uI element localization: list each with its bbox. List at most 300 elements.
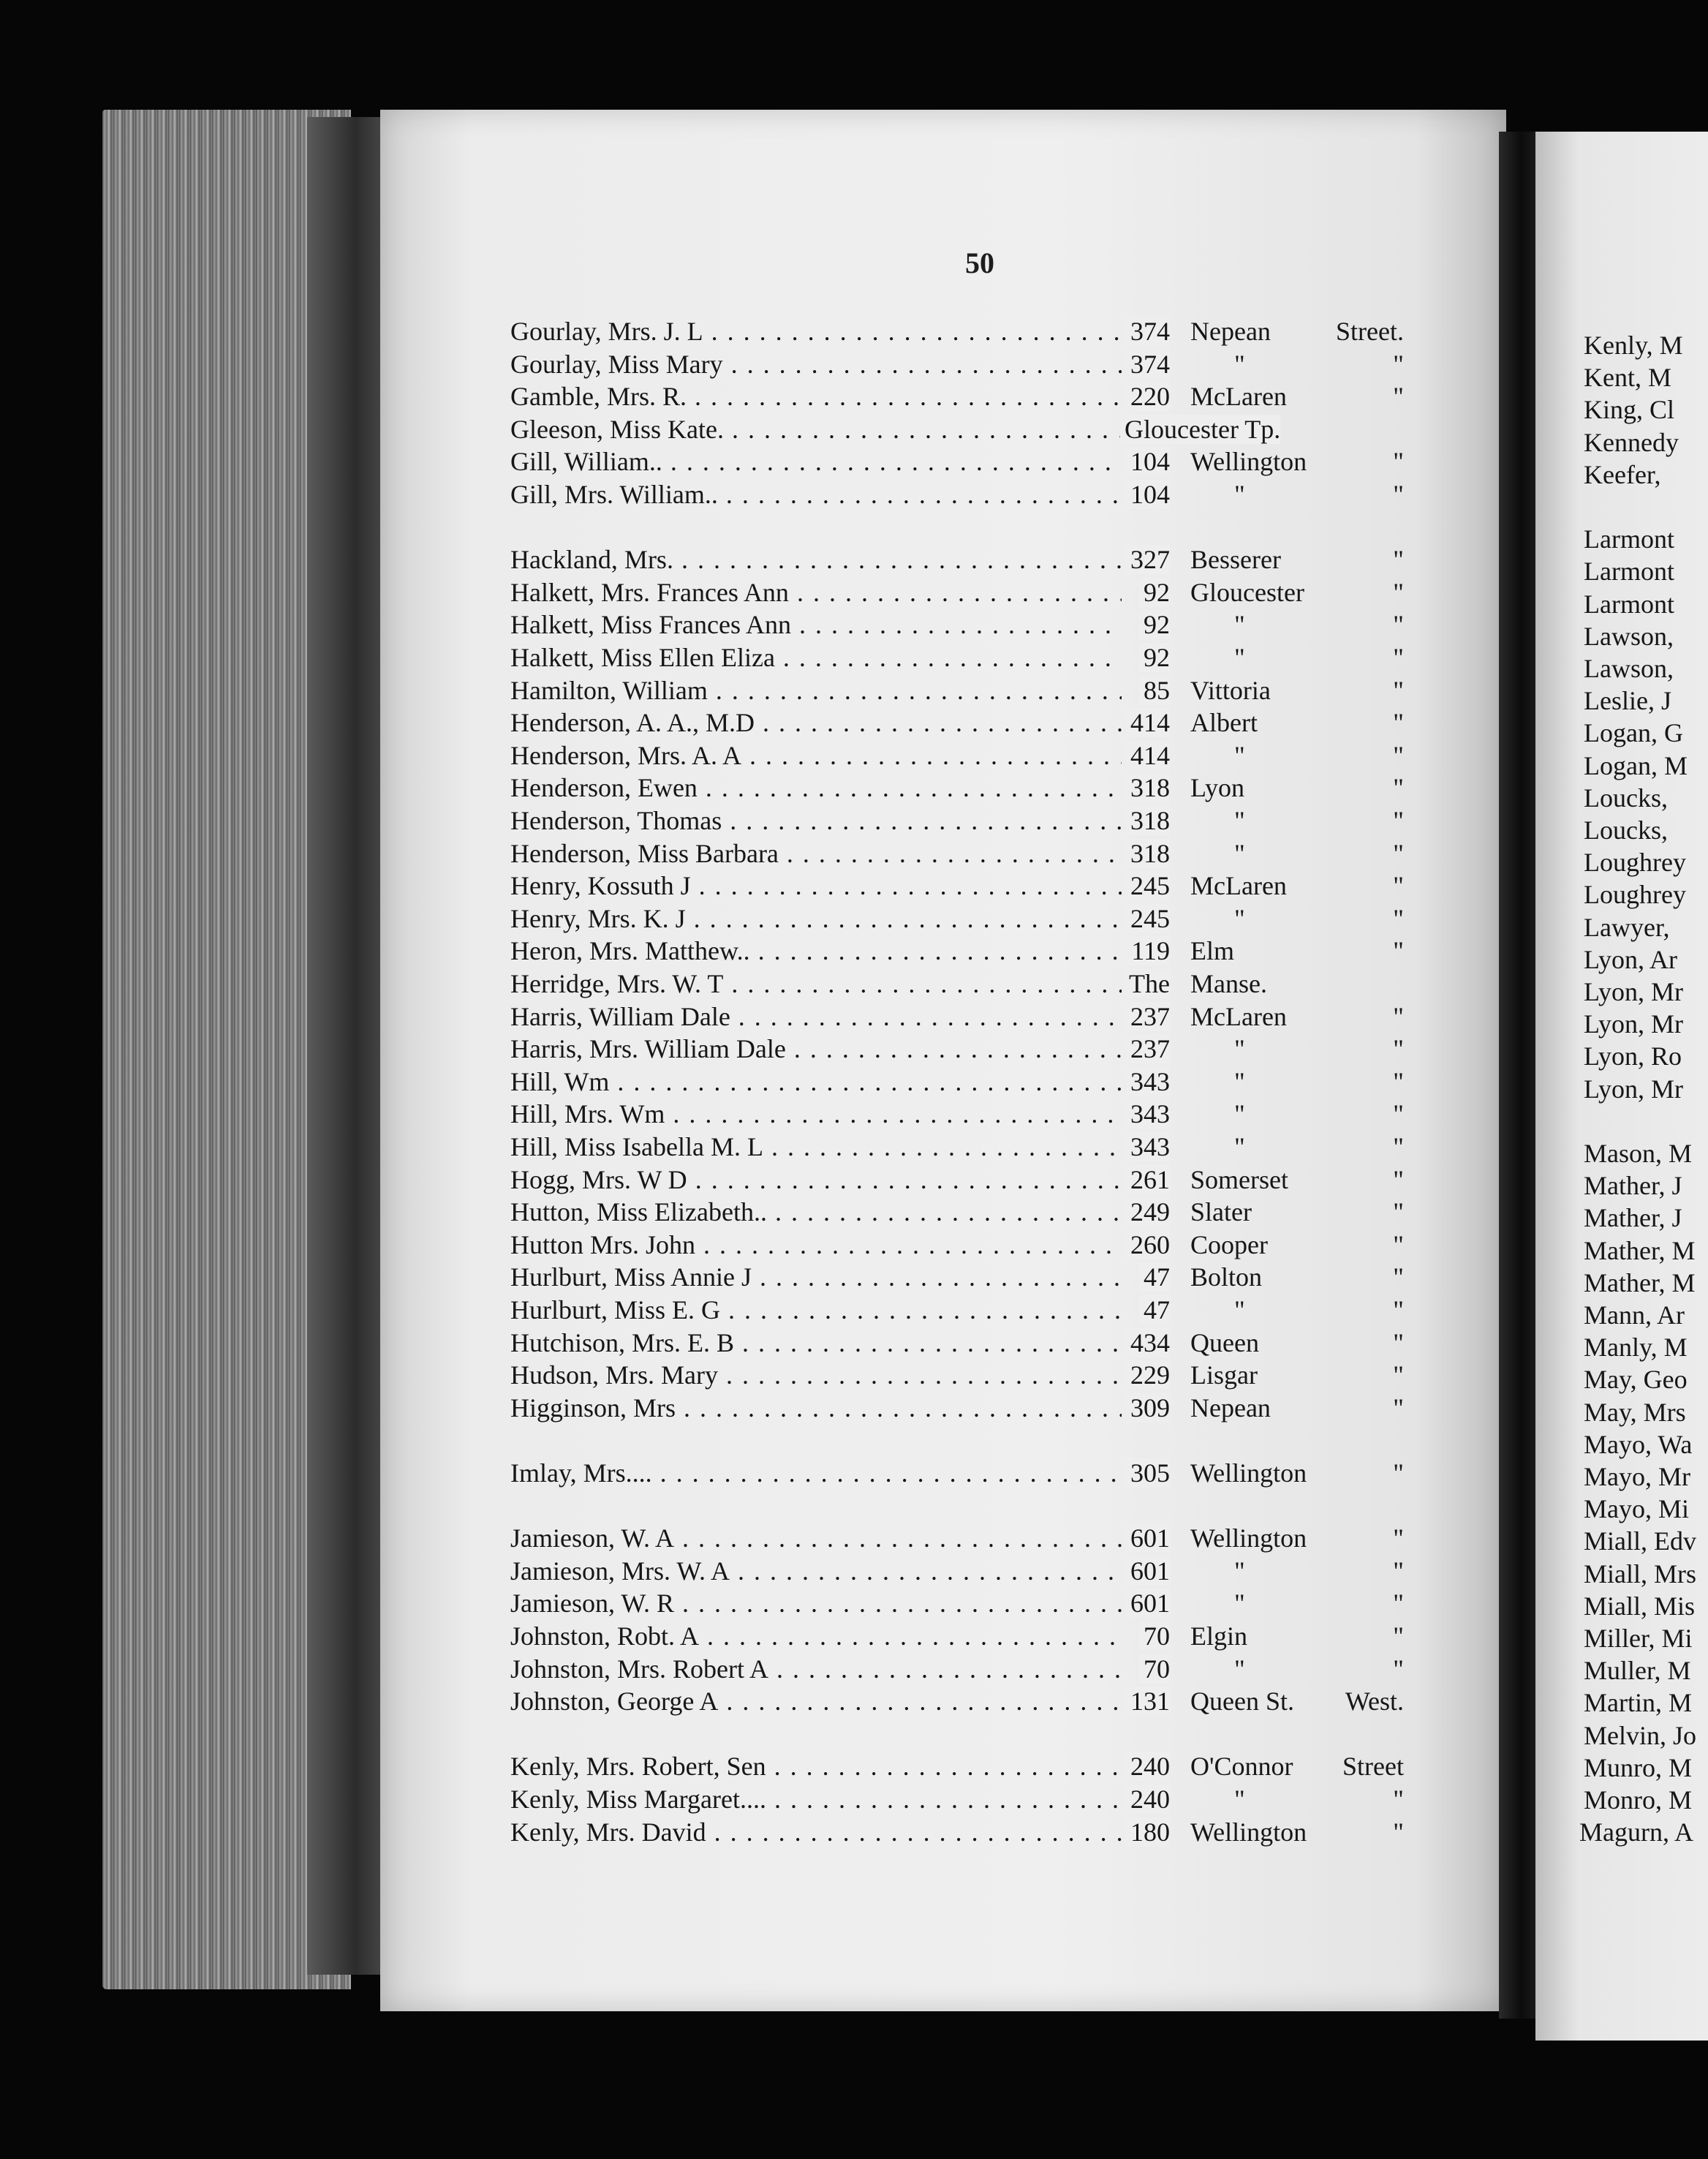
entry-number [1119, 706, 1170, 739]
entry-name: Hurlburt, Miss Annie J . . . [510, 1260, 1122, 1294]
right-page-entry: Larmont [1584, 557, 1674, 586]
entry-number [1119, 1163, 1170, 1197]
entry-name: Halkett, Miss Frances Ann . . . [510, 608, 1122, 641]
entry-number-text: 70 [1139, 1621, 1170, 1651]
entry-name: Jamieson, W. R . . . [510, 1586, 1122, 1620]
right-page-entry: Miall, Mis [1584, 1591, 1696, 1621]
entry-number [1119, 608, 1170, 641]
entry-street-suffix: " [1393, 1197, 1404, 1227]
entry-number [1119, 1293, 1170, 1327]
entry-street: " [1234, 741, 1245, 770]
directory-entry [0, 1391, 1404, 1425]
entry-number [1119, 934, 1170, 968]
directory-entry [0, 869, 1404, 903]
right-page-entry: Mayo, Wa [1584, 1430, 1693, 1459]
entry-street-suffix: " [1393, 1621, 1404, 1651]
right-page-entry: Lyon, Mr [1584, 1009, 1684, 1039]
entry-number [1119, 641, 1170, 674]
entry-name: Henderson, Mrs. A. A . . . [510, 739, 1122, 772]
entry-street: Nepean [1190, 1393, 1271, 1423]
entry-number [1119, 1195, 1170, 1229]
right-page-entry: Kennedy [1584, 428, 1679, 457]
entry-street: Queen St. [1190, 1687, 1294, 1716]
entry-street: Lyon [1190, 773, 1245, 802]
entry-number-text: 318 [1126, 773, 1170, 802]
entry-number-text: 92 [1139, 610, 1170, 639]
entry-number-text: 70 [1139, 1654, 1170, 1684]
entry-number [1119, 1260, 1170, 1294]
entry-number-text: 414 [1126, 741, 1170, 770]
entry-number-text: 309 [1126, 1393, 1170, 1423]
right-page-entry: Magurn, A [1579, 1817, 1693, 1847]
entry-street: McLaren [1190, 871, 1287, 900]
entry-name: Kenly, Mrs. David . . . [510, 1815, 1122, 1849]
entry-street: Wellington [1190, 1817, 1307, 1847]
entry-name: Hutton Mrs. John . . . [510, 1228, 1122, 1262]
entry-number [1119, 380, 1170, 413]
entry-number [1119, 314, 1170, 348]
entry-street-suffix: " [1393, 578, 1404, 607]
right-page-entry: Logan, G [1584, 718, 1683, 747]
entry-street-suffix: " [1393, 773, 1404, 802]
entry-number-text: 237 [1126, 1002, 1170, 1031]
right-page-entry: Leslie, J [1584, 686, 1671, 715]
entry-street: " [1234, 350, 1245, 379]
directory-entry [0, 1358, 1404, 1392]
entry-street: " [1234, 1589, 1245, 1618]
right-page-entry: Loughrey [1584, 880, 1686, 909]
directory-entry [0, 543, 1404, 576]
entry-street: " [1234, 1132, 1245, 1161]
entry-name: Imlay, Mrs.... . . . [510, 1456, 1122, 1490]
entry-number [1119, 478, 1170, 511]
entry-street-suffix: " [1393, 676, 1404, 705]
entry-street-suffix: Street. [1336, 317, 1404, 346]
right-page-entry: Mason, M [1584, 1139, 1693, 1168]
directory-entry [0, 1619, 1404, 1653]
entry-street: " [1234, 1785, 1245, 1814]
right-page-entry: Mann, Ar [1584, 1300, 1685, 1330]
entry-number-text: 601 [1126, 1556, 1170, 1586]
directory-entry [0, 804, 1404, 837]
entry-number-text: 601 [1126, 1523, 1170, 1553]
entry-name: Johnston, George A . . . [510, 1684, 1122, 1718]
entry-number [1119, 837, 1170, 870]
entry-street: Elgin [1190, 1621, 1247, 1651]
entry-street: " [1234, 643, 1245, 672]
entry-street: " [1234, 1034, 1245, 1063]
entry-number-text: 601 [1126, 1589, 1170, 1618]
entry-street: Wellington [1190, 447, 1307, 476]
directory-entry [0, 347, 1404, 381]
entry-street: Cooper [1190, 1230, 1268, 1259]
entry-street-suffix: " [1393, 1817, 1404, 1847]
entry-number-text: The [1125, 969, 1170, 998]
entry-number [1119, 1684, 1170, 1718]
directory-entry [0, 608, 1404, 641]
entry-street-suffix: " [1393, 1458, 1404, 1488]
directory-entry [0, 1097, 1404, 1131]
entry-number-text: 104 [1126, 447, 1170, 476]
entry-name: Hill, Wm . . . [510, 1065, 1122, 1099]
directory-entry [0, 1065, 1404, 1099]
directory-entry [0, 837, 1404, 870]
directory-entry [0, 1815, 1404, 1849]
entry-number [1119, 869, 1170, 903]
entry-street-suffix: " [1393, 1785, 1404, 1814]
directory-entry [0, 1000, 1404, 1033]
right-page-entry: Mather, J [1584, 1203, 1682, 1232]
entry-number [1119, 739, 1170, 772]
entry-number [1119, 1065, 1170, 1099]
right-page-entry: Loucks, [1584, 815, 1668, 845]
entry-street-suffix: " [1393, 1165, 1404, 1194]
entry-street: Elm [1190, 936, 1234, 965]
entry-street-suffix: " [1393, 839, 1404, 868]
entry-number-text: 47 [1139, 1295, 1170, 1325]
entry-street: " [1234, 610, 1245, 639]
directory-entry [0, 1684, 1404, 1718]
entry-number [1119, 1326, 1170, 1360]
entry-name: Hogg, Mrs. W D . . . [510, 1163, 1122, 1197]
right-page-entry: Loucks, [1584, 783, 1668, 813]
entry-name: Kenly, Miss Margaret.... . . . [510, 1782, 1122, 1816]
entry-street-suffix: " [1393, 806, 1404, 835]
entry-number [1119, 1521, 1170, 1555]
entry-number-text: 245 [1126, 871, 1170, 900]
entry-name: Gleeson, Miss Kate. . . . [510, 412, 1122, 446]
entry-street: Somerset [1190, 1165, 1288, 1194]
entry-street-suffix: " [1393, 1393, 1404, 1423]
directory-entry [0, 1228, 1404, 1262]
entry-name: Henry, Mrs. K. J . . . [510, 902, 1122, 935]
directory-entry [0, 967, 1267, 1001]
directory-entry [0, 902, 1404, 935]
entry-name: Gourlay, Mrs. J. L . . . [510, 314, 1122, 348]
entry-street: Lisgar [1190, 1360, 1258, 1390]
entry-number-text: 318 [1126, 839, 1170, 868]
entry-number-text: 343 [1126, 1099, 1170, 1129]
entry-name: Kenly, Mrs. Robert, Sen . . . [510, 1749, 1122, 1783]
directory-entry [0, 674, 1404, 707]
entry-street-suffix: " [1393, 480, 1404, 509]
entry-number [1119, 1554, 1170, 1588]
entry-number-text: 245 [1126, 904, 1170, 933]
entry-number-text: 180 [1126, 1817, 1170, 1847]
page-number: 50 [965, 246, 994, 279]
right-page-entry: Lyon, Ar [1584, 945, 1678, 974]
directory-entry [0, 1163, 1404, 1197]
entry-name: Jamieson, Mrs. W. A . . . [510, 1554, 1122, 1588]
right-page-entry: Manly, M [1584, 1333, 1688, 1362]
entry-street-suffix: " [1393, 1589, 1404, 1618]
entry-street: Manse. [1190, 969, 1267, 998]
entry-number-text: 220 [1126, 382, 1170, 411]
entry-name: Gourlay, Miss Mary . . . [510, 347, 1122, 381]
entry-number-text: 374 [1126, 350, 1170, 379]
entry-number [1119, 1358, 1170, 1392]
directory-entry [0, 1260, 1404, 1294]
entry-number [1119, 1619, 1170, 1653]
entry-street: Wellington [1190, 1458, 1307, 1488]
entry-number [1119, 1652, 1170, 1686]
right-page-entry: Mather, J [1584, 1171, 1682, 1200]
entry-name: Hamilton, William . . . [510, 674, 1122, 707]
right-page-entry: Martin, M [1584, 1688, 1692, 1717]
entry-number [1119, 576, 1170, 609]
entry-name: Herridge, Mrs. W. T . . . [510, 967, 1122, 1001]
directory-entry [0, 314, 1404, 348]
right-page-entry: Logan, M [1584, 751, 1688, 780]
directory-entry [0, 576, 1404, 609]
entry-street: Vittoria [1190, 676, 1271, 705]
entry-name: Gill, William.. . . . [510, 445, 1122, 478]
right-page-entry: Melvin, Jo [1584, 1721, 1697, 1750]
right-page-entry: Miall, Edv [1584, 1526, 1696, 1556]
right-page-entry: Lyon, Ro [1584, 1041, 1682, 1071]
right-page-entry: Kenly, M [1584, 331, 1683, 360]
entry-number [1119, 804, 1170, 837]
right-page-entry: Mather, M [1584, 1268, 1696, 1297]
entry-number [1119, 1032, 1170, 1066]
entry-number-text: 229 [1126, 1360, 1170, 1390]
right-page-entry: Lawson, [1584, 622, 1674, 651]
directory-entry [0, 1032, 1404, 1066]
entry-name: Jamieson, W. A . . . [510, 1521, 1122, 1555]
right-page-entry: Lawson, [1584, 654, 1674, 683]
right-page-entry: Miller, Mi [1584, 1624, 1693, 1653]
entry-number [1119, 1000, 1170, 1033]
directory-entry [0, 1326, 1404, 1360]
entry-number-text: 92 [1139, 643, 1170, 672]
directory-entry [0, 706, 1404, 739]
right-page-entry: Keefer, [1584, 460, 1661, 489]
entry-number-text: Gloucester Tp. [1120, 415, 1280, 444]
entry-name: Hurlburt, Miss E. G . . . [510, 1293, 1122, 1327]
entry-street-suffix: " [1393, 1523, 1404, 1553]
entry-street: Bolton [1190, 1262, 1263, 1292]
entry-street-suffix: " [1393, 350, 1404, 379]
entry-number-text: 240 [1126, 1752, 1170, 1781]
entry-number [1119, 1749, 1170, 1783]
entry-street-suffix: " [1393, 447, 1404, 476]
entry-street: McLaren [1190, 1002, 1287, 1031]
entry-street-suffix: " [1393, 708, 1404, 737]
directory-entry [0, 934, 1404, 968]
directory-entry [0, 1456, 1404, 1490]
entry-number [1119, 347, 1170, 381]
entry-street-suffix: " [1393, 610, 1404, 639]
entry-number [1119, 674, 1170, 707]
entry-street-suffix: " [1393, 1262, 1404, 1292]
entry-name: Halkett, Mrs. Frances Ann . . . [510, 576, 1122, 609]
entry-street-suffix: " [1393, 1067, 1404, 1096]
entry-street: " [1234, 1099, 1245, 1129]
directory-entry [0, 1521, 1404, 1555]
entry-number-text: 305 [1126, 1458, 1170, 1488]
entry-number-text: 434 [1126, 1328, 1170, 1357]
entry-number [1119, 1391, 1170, 1425]
entry-street: Slater [1190, 1197, 1252, 1227]
entry-street: McLaren [1190, 382, 1287, 411]
right-page-entry: Larmont [1584, 524, 1674, 554]
entry-number [1119, 1130, 1170, 1164]
directory-entry [0, 1195, 1404, 1229]
entry-number-text: 240 [1126, 1785, 1170, 1814]
directory-entry [0, 1130, 1404, 1164]
entry-number [1119, 1097, 1170, 1131]
entry-street-suffix: " [1393, 1295, 1404, 1325]
entry-street-suffix: " [1393, 1099, 1404, 1129]
entry-street-suffix: " [1393, 741, 1404, 770]
entry-name: Henderson, Thomas . . . [510, 804, 1122, 837]
entry-name: Hutton, Miss Elizabeth.. . . . [510, 1195, 1122, 1229]
entry-name: Hill, Miss Isabella M. L . . . [510, 1130, 1122, 1164]
directory-entry [0, 1652, 1404, 1686]
entry-street-suffix: " [1393, 382, 1404, 411]
entry-number [1120, 412, 1310, 446]
entry-name: Higginson, Mrs . . . [510, 1391, 1122, 1425]
entry-name: Hill, Mrs. Wm . . . [510, 1097, 1122, 1131]
entry-number-text: 85 [1139, 676, 1170, 705]
entry-street: " [1234, 1295, 1245, 1325]
entry-street-suffix: " [1393, 871, 1404, 900]
entry-number [1119, 771, 1170, 805]
entry-street: Queen [1190, 1328, 1259, 1357]
entry-number-text: 343 [1126, 1067, 1170, 1096]
right-page-entry: Larmont [1584, 589, 1674, 619]
entry-number-text: 104 [1126, 480, 1170, 509]
entry-name: Hutchison, Mrs. E. B . . . [510, 1326, 1122, 1360]
entry-street: Albert [1190, 708, 1258, 737]
entry-number [1119, 1815, 1170, 1849]
entry-number [1119, 1782, 1170, 1816]
entry-name: Gamble, Mrs. R. . . . [510, 380, 1122, 413]
entry-street: " [1234, 806, 1245, 835]
directory-entry [0, 1586, 1404, 1620]
entry-street-suffix: " [1393, 1132, 1404, 1161]
right-page-entry: Monro, M [1584, 1785, 1693, 1815]
entry-street-suffix: " [1393, 1328, 1404, 1357]
entry-number [1119, 1586, 1170, 1620]
entry-number-text: 237 [1126, 1034, 1170, 1063]
directory-entry [0, 1554, 1404, 1588]
entry-number [1119, 1456, 1170, 1490]
entry-street: Nepean [1190, 317, 1271, 346]
entry-street-suffix: " [1393, 1360, 1404, 1390]
right-page-entry: Lyon, Mr [1584, 1074, 1684, 1104]
entry-number-text: 249 [1126, 1197, 1170, 1227]
entry-name: Harris, William Dale . . . [510, 1000, 1122, 1033]
entry-street-suffix: " [1393, 936, 1404, 965]
directory-entry [0, 380, 1404, 413]
entry-street-suffix: West. [1345, 1687, 1404, 1716]
entry-number-text: 131 [1126, 1687, 1170, 1716]
directory-entry [0, 771, 1404, 805]
entry-name: Henderson, Ewen . . . [510, 771, 1122, 805]
right-page-entry: Muller, M [1584, 1656, 1691, 1685]
right-page-entry: Mather, M [1584, 1236, 1696, 1265]
right-page-entry: Mayo, Mi [1584, 1494, 1689, 1523]
directory-entry [0, 1749, 1404, 1783]
entry-number-text: 261 [1126, 1165, 1170, 1194]
entry-street: Gloucester [1190, 578, 1304, 607]
entry-name: Hackland, Mrs. . . . [510, 543, 1122, 576]
right-page-entry: Lyon, Mr [1584, 977, 1684, 1006]
right-page-entry: Munro, M [1584, 1753, 1693, 1782]
directory-entry [0, 1782, 1404, 1816]
directory-entry [0, 641, 1404, 674]
entry-street: " [1234, 839, 1245, 868]
right-page-entry: Loughrey [1584, 848, 1686, 877]
entry-number-text: 260 [1126, 1230, 1170, 1259]
entry-street-suffix: " [1393, 643, 1404, 672]
entry-street: " [1234, 480, 1245, 509]
entry-street: " [1234, 1556, 1245, 1586]
right-page-entry: Miall, Mrs [1584, 1559, 1697, 1589]
entry-street-suffix: " [1393, 1002, 1404, 1031]
entry-number-text: 343 [1126, 1132, 1170, 1161]
entry-street-suffix: " [1393, 1034, 1404, 1063]
entry-number [1119, 967, 1170, 1001]
directory-entry [0, 1293, 1404, 1327]
entry-street: Wellington [1190, 1523, 1307, 1553]
entry-name: Harris, Mrs. William Dale . . . [510, 1032, 1122, 1066]
entry-number-text: 414 [1126, 708, 1170, 737]
entry-street: Besserer [1190, 545, 1281, 574]
entry-name: Henry, Kossuth J . . . [510, 869, 1122, 903]
entry-name: Heron, Mrs. Matthew.. . . . [510, 934, 1122, 968]
right-page-entry: Mayo, Mr [1584, 1462, 1690, 1491]
entry-street-suffix: " [1393, 545, 1404, 574]
entry-name: Hudson, Mrs. Mary . . . [510, 1358, 1122, 1392]
entry-number [1119, 902, 1170, 935]
directory-entry [0, 478, 1404, 511]
entry-name: Gill, Mrs. William.. . . . [510, 478, 1122, 511]
entry-number-text: 374 [1126, 317, 1170, 346]
entry-name: Johnston, Mrs. Robert A . . . [510, 1652, 1122, 1686]
right-page-entry: King, Cl [1584, 395, 1675, 424]
entry-name: Henderson, Miss Barbara . . . [510, 837, 1122, 870]
entry-number-text: 327 [1126, 545, 1170, 574]
entry-street: " [1234, 1067, 1245, 1096]
right-page-entry: Lawyer, [1584, 913, 1670, 942]
right-page-entry: May, Mrs [1584, 1398, 1686, 1427]
entry-street: " [1234, 904, 1245, 933]
right-page-entry: Kent, M [1584, 363, 1671, 392]
entry-street-suffix: Street [1342, 1752, 1404, 1781]
entry-name: Johnston, Robt. A . . . [510, 1619, 1122, 1653]
directory-entry [0, 445, 1404, 478]
entry-number [1119, 1228, 1170, 1262]
entry-number-text: 318 [1126, 806, 1170, 835]
entry-street-suffix: " [1393, 1556, 1404, 1586]
entry-number [1119, 445, 1170, 478]
entry-number [1119, 543, 1170, 576]
directory-entry [0, 412, 1281, 446]
directory-entry [0, 739, 1404, 772]
entry-street: " [1234, 1654, 1245, 1684]
right-page-entry: May, Geo [1584, 1365, 1688, 1394]
entry-street-suffix: " [1393, 904, 1404, 933]
entry-name: Halkett, Miss Ellen Eliza . . . [510, 641, 1122, 674]
entry-street-suffix: " [1393, 1230, 1404, 1259]
entry-number-text: 47 [1139, 1262, 1170, 1292]
entry-street-suffix: " [1393, 1654, 1404, 1684]
entry-name: Henderson, A. A., M.D . . . [510, 706, 1122, 739]
entry-street: O'Connor [1190, 1752, 1293, 1781]
entry-number-text: 92 [1139, 578, 1170, 607]
